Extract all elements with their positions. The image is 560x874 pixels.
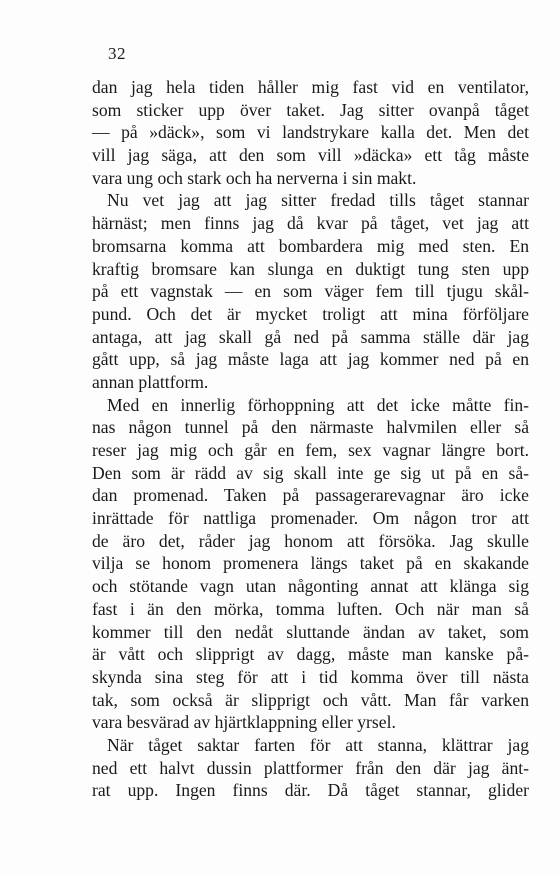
text-line: bromsarna komma att bombardera mig med sten. En: [92, 235, 529, 256]
text-line: som sticker upp över taket. Jag sitter ovanpå tåget: [92, 99, 529, 120]
text-line: antaga, att jag skall gå ned på samma ställe där jag: [92, 326, 529, 347]
text-line: Den som är rädd av sig skall inte ge sig ut på en så-: [92, 462, 529, 483]
text-line: på ett vagnstak — en som väger fem till tjugu skål-: [92, 281, 529, 302]
text-line: är vått och slipprigt av dagg, måste man kanske på-: [92, 644, 529, 665]
text-line: annan plattform.: [92, 371, 209, 392]
text-line: rat upp. Ingen finns där. Då tåget stannar, glider: [92, 780, 529, 801]
text-line: inrättade för nattliga promenader. Om någon tror att: [92, 508, 529, 529]
text-line: — på »däck», som vi landstrykare kalla det. Men det: [92, 122, 529, 143]
text-line: och stötande vagn utan någonting annat att klänga sig: [92, 576, 529, 597]
body-text: [92, 76, 529, 802]
text-line: pund. Och det är mycket troligt att mina förföljare: [92, 303, 529, 324]
text-line: dan jag hela tiden håller mig fast vid en ventilator,: [92, 77, 529, 97]
text-line: dan promenad. Taken på passagerarevagnar äro icke: [92, 485, 529, 506]
text-line: gått upp, så jag måste laga att jag kommer ned på en: [92, 349, 529, 370]
text-line: de äro det, råder jag honom att försöka. Jag skulle: [92, 530, 529, 551]
page-number: 32: [108, 44, 126, 63]
text-line: När tåget saktar farten för att stanna, klättrar jag: [107, 734, 529, 755]
text-line: vara ung och stark och ha nerverna i sin makt.: [92, 167, 417, 188]
text-line: reser jag mig och går en fem, sex vagnar längre bort.: [92, 440, 529, 460]
text-line: fast i än den mörka, tomma luften. Och när man så: [92, 598, 529, 619]
text-line: nas någon tunnel på den närmaste halvmilen eller så: [92, 417, 529, 438]
text-line: Nu vet jag att jag sitter fredad tills tåget stannar: [107, 190, 529, 211]
text-line: vilja se honom promenera längs taket på en skakande: [92, 553, 529, 574]
text-line: kraftig bromsare kan slunga en duktigt tung sten upp: [92, 258, 529, 279]
text-line: ned ett halvt dussin plattformer från den där jag änt-: [92, 757, 529, 778]
text-line: kommer till den nedåt sluttande ändan av taket, som: [92, 621, 529, 642]
text-line: vill jag säga, att den som vill »däcka» ett tåg måste: [92, 145, 529, 166]
text-line: vara besvärad av hjärtklappning eller yrsel.: [92, 712, 396, 733]
text-line: Med en innerlig förhoppning att det icke måtte fin-: [107, 394, 529, 415]
text-line: skynda sina steg för att i tid komma över till nästa: [92, 666, 529, 687]
text-line: tak, som också är slipprigt och vått. Man får varken: [92, 689, 529, 710]
text-line: härnäst; men finns jag då kvar på tåget, vet jag att: [92, 213, 529, 234]
